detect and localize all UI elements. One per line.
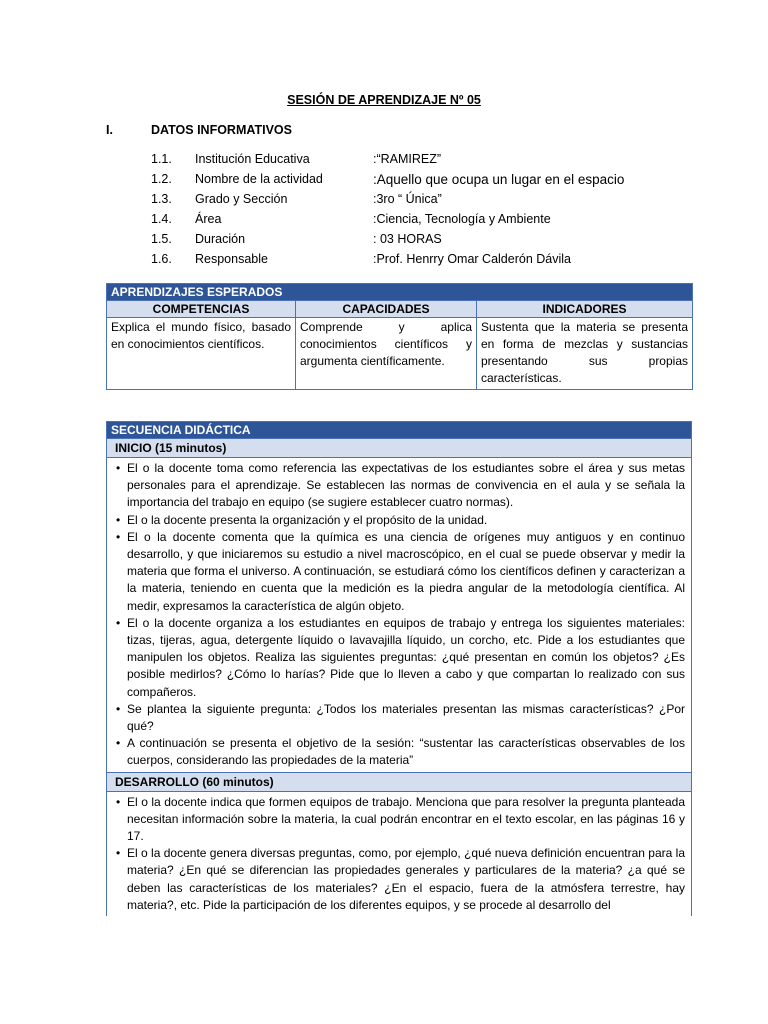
list-item: • El o la docente presenta la organización y el propósito de la unidad. xyxy=(127,512,685,529)
info-number: 1.6. xyxy=(151,252,172,266)
info-label: Institución Educativa xyxy=(195,152,310,166)
info-value: : 03 HORAS xyxy=(373,232,442,246)
list-item: • El o la docente toma como referencia las expectativas de los estudiantes sobre el área y sus metas personales para el aprendizaje. Se establecen las normas de convivencia en el aula y se señala la importancia del trabajo en equipo (se sugiere establecer cuatro normas). xyxy=(127,460,685,512)
col-indicadores: INDICADORES xyxy=(477,301,693,318)
list-item: • El o la docente organiza a los estudiantes en equipos de trabajo y entrega los siguientes materiales: tizas, tijeras, agua, detergente líquido o lavavajilla líquido, un corcho, etc. Pide a los estudiantes que manipulen los objetos. Realiza las siguientes preguntas: ¿qué presentan en común los objetos? ¿Es posible medirlos? ¿Cómo lo harías? Pide que lo lleven a cabo y que compartan lo realizado con sus compañeros. xyxy=(127,615,685,701)
aprendizajes-table xyxy=(106,283,693,390)
inicio-header: INICIO (15 minutos) xyxy=(107,439,692,458)
section-title: DATOS INFORMATIVOS xyxy=(151,123,292,137)
info-label: Responsable xyxy=(195,252,268,266)
section-heading xyxy=(106,123,292,137)
competencias-cell: Explica el mundo físico, basado en conocimientos científicos. xyxy=(107,318,296,390)
desarrollo-content xyxy=(107,791,692,916)
inicio-content xyxy=(107,458,692,773)
info-number: 1.2. xyxy=(151,172,172,186)
col-capacidades: CAPACIDADES xyxy=(296,301,477,318)
info-label: Nombre de la actividad xyxy=(195,172,323,186)
col-competencias: COMPETENCIAS xyxy=(107,301,296,318)
indicadores-cell: Sustenta que la materia se presenta en forma de mezclas y sustancias presentando sus propias características. xyxy=(477,318,693,390)
info-number: 1.4. xyxy=(151,212,172,226)
list-item: • El o la docente indica que formen equipos de trabajo. Menciona que para resolver la pregunta planteada necesitan información sobre la materia, la cual podrán encontrar en el texto escolar, en las páginas 16 y 17. xyxy=(127,794,685,846)
info-label: Duración xyxy=(195,232,246,246)
capacidades-cell: Comprende y aplica conocimientos científicos y argumenta científicamente. xyxy=(296,318,477,390)
info-label: Grado y Sección xyxy=(195,192,288,206)
secuencia-table xyxy=(106,421,692,916)
list-item: • El o la docente comenta que la química es una ciencia de orígenes muy antiguos y en continuo desarrollo, y que iniciaremos su estudio a nivel macroscópico, en el cual se puede observar y medir la materia que forma el universo. A continuación, se estudiará cómo los científicos definen y caracterizan a la materia, teniendo en cuenta que la medición es la piedra angular de la metodología científica. Al medir, expresamos la característica de algún objeto. xyxy=(127,529,685,615)
list-item: • A continuación se presenta el objetivo de la sesión: “sustentar las características observables de los cuerpos, considerando las propiedades de la materia” xyxy=(127,735,685,769)
section-number: I. xyxy=(106,123,113,137)
list-item: • Se plantea la siguiente pregunta: ¿Todos los materiales presentan las mismas características? ¿Por qué? xyxy=(127,701,685,735)
session-title: SESIÓN DE APRENDIZAJE Nº 05 xyxy=(287,93,481,107)
info-label: Área xyxy=(195,212,222,226)
info-value: :Prof. Henrry Omar Calderón Dávila xyxy=(373,252,571,266)
aprendizajes-header: APRENDIZAJES ESPERADOS xyxy=(107,284,693,301)
list-item: • El o la docente genera diversas preguntas, como, por ejemplo, ¿qué nueva definición encuentran para la materia? ¿En qué se diferencian las propiedades generales y particulares de la materia? ¿a qué se deben las características de los materiales? ¿En el espacio, fuera de la atmósfera terrestre, hay materia?, etc. Pide la participación de los diferentes equipos, y se procede al desarrollo del xyxy=(127,845,685,914)
info-number: 1.3. xyxy=(151,192,172,206)
info-value: :3ro “ Única” xyxy=(373,192,442,206)
info-value: :Aquello que ocupa un lugar en el espacio xyxy=(373,172,625,187)
info-number: 1.1. xyxy=(151,152,172,166)
info-value: :“RAMIREZ” xyxy=(373,152,442,166)
info-value: :Ciencia, Tecnología y Ambiente xyxy=(373,212,551,226)
desarrollo-header: DESARROLLO (60 minutos) xyxy=(107,772,692,791)
secuencia-header: SECUENCIA DIDÁCTICA xyxy=(107,422,692,439)
info-number: 1.5. xyxy=(151,232,172,246)
